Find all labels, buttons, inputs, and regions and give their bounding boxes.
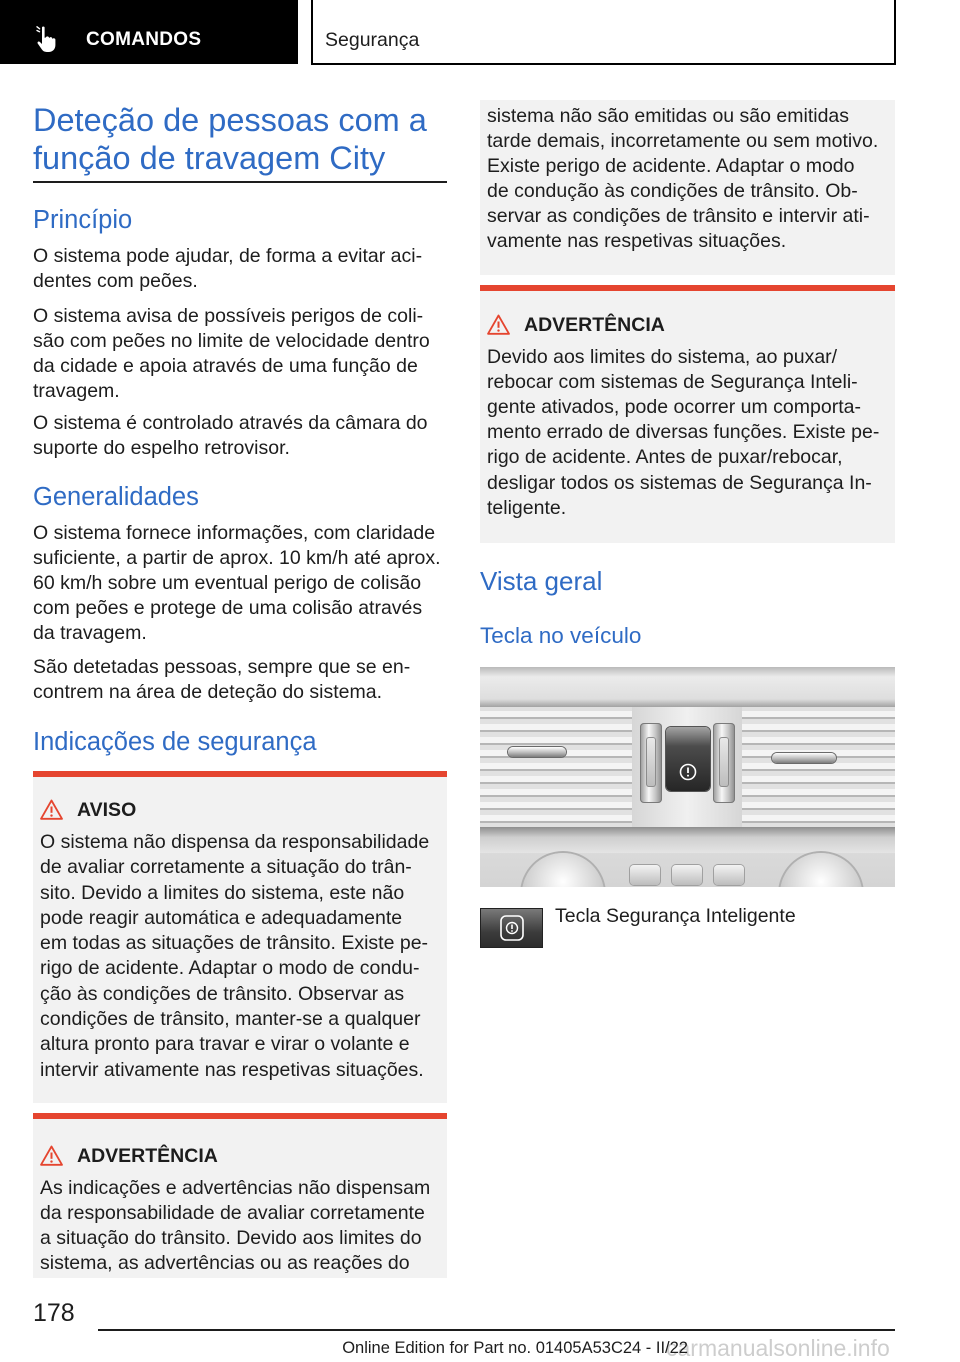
section-tab-label: COMANDOS	[86, 29, 202, 50]
warning-text-advertencia-1-continued: sistema não são emitidas ou são emitidas tarde demais, incorretamente ou sem motivo. Existe perigo de acidente. Adaptar o modo de condução às condições de trânsito. Ob- servar as condições de trânsito e intervir ati- vamente nas respetivas situações.	[487, 104, 879, 252]
console-button	[714, 865, 744, 885]
watermark: carmanualsonline.info	[666, 1335, 890, 1361]
vent-knob-right	[772, 753, 836, 763]
dashboard-trim	[480, 667, 895, 707]
control-dial-left	[522, 853, 604, 887]
subheading-tecla-no-veiculo: Tecla no veículo	[480, 623, 642, 648]
generalidades-paragraph-2: São detetadas pessoas, sempre que se en- contrem na área de deteção do sistema.	[33, 655, 411, 703]
generalidades-paragraph-1: O sistema fornece informações, com claridade suficiente, a partir de aprox. 10 km/h até aprox. 60 km/h sobre um eventual perigo de colisão com peões e protege de uma colisão através da travagem.	[33, 521, 441, 644]
subsection-label: Segurança	[325, 29, 420, 51]
heading-indicacoes-seguranca: Indicações de segurança	[33, 728, 317, 756]
principio-paragraph-1: O sistema pode ajudar, de forma a evitar aci- dentes com peões.	[33, 244, 423, 292]
hand-pointer-icon	[34, 24, 64, 54]
warning-text-aviso: O sistema não dispensa da responsabilidade de avaliar corretamente a situação do trân- sito. Devido a limites do sistema, este não pode reagir automática e adequadamente em todas as situações de trânsito. Existe pe- rigo de acidente. Adaptar o modo de condu- ção às condições de trânsito. Observar as condições de trânsito, manter-se a qualquer altura pronto para travar e virar o volante e intervir ativamente nas respetivas situações.	[40, 831, 430, 1081]
console-button	[672, 865, 702, 885]
button-slot	[719, 737, 729, 787]
edition-note: Online Edition for Part no. 01405A53C24 - II/22	[342, 1339, 688, 1357]
vent-knob-left	[508, 747, 566, 757]
footer-divider	[98, 1329, 895, 1331]
title-divider	[33, 181, 447, 183]
warning-triangle-icon	[487, 314, 510, 335]
principio-paragraph-3: O sistema é controlado através da câmara do suporte do espelho retrovisor.	[33, 411, 428, 459]
hazard-button-frame-right	[713, 723, 735, 803]
warning-text-advertencia-2: Devido aos limites do sistema, ao puxar/ rebocar com sistemas de Segurança Inteli- gente ativados, pode ocorrer um comporta- mento errado de diversas funções. Existe pe- rigo de acidente. Antes de puxar/rebocar, desligar todos os sistemas de Segurança In- teligente.	[487, 345, 880, 519]
section-tab	[0, 0, 298, 64]
control-dial-right	[780, 853, 862, 887]
warning-triangle-icon	[40, 1145, 63, 1166]
warning-box-advertencia-1-continued	[480, 100, 895, 275]
warning-box-advertencia-1	[33, 1113, 447, 1278]
page-number: 178	[33, 1299, 75, 1327]
warning-label-advertencia-1: ADVERTÊNCIA	[77, 1145, 218, 1167]
warning-box-aviso	[33, 771, 447, 1103]
page-title: Deteção de pessoas com a função de travagem City	[33, 102, 427, 176]
dashboard-lower-band	[480, 827, 895, 853]
air-vent-right	[742, 711, 895, 827]
warning-triangle-icon	[40, 799, 63, 820]
warning-label-aviso: AVISO	[77, 799, 137, 821]
air-vent-left	[480, 711, 632, 827]
warning-text-advertencia-1: As indicações e advertências não dispensam da responsabilidade de avaliar corretamente a situação do trânsito. Devido aos limites do sistema, as advertências ou as reações do	[40, 1176, 431, 1275]
warning-label-advertencia-2: ADVERTÊNCIA	[524, 314, 665, 336]
intelligent-safety-button	[666, 727, 710, 791]
heading-principio: Princípio	[33, 206, 133, 234]
warning-box-advertencia-2	[480, 285, 895, 543]
heading-generalidades: Generalidades	[33, 483, 199, 511]
picture-caption: Tecla Segurança Inteligente	[555, 904, 796, 927]
dashboard-photo	[480, 667, 895, 887]
button-slot	[646, 737, 656, 787]
heading-vista-geral: Vista geral	[480, 566, 603, 596]
console-button	[630, 865, 660, 885]
safety-button-picture	[480, 908, 543, 948]
principio-paragraph-2: O sistema avisa de possíveis perigos de coli- são com peões no limite de velocidade dentro da cidade e apoia através de uma função de travagem.	[33, 304, 430, 402]
hazard-button-frame-left	[640, 723, 662, 803]
